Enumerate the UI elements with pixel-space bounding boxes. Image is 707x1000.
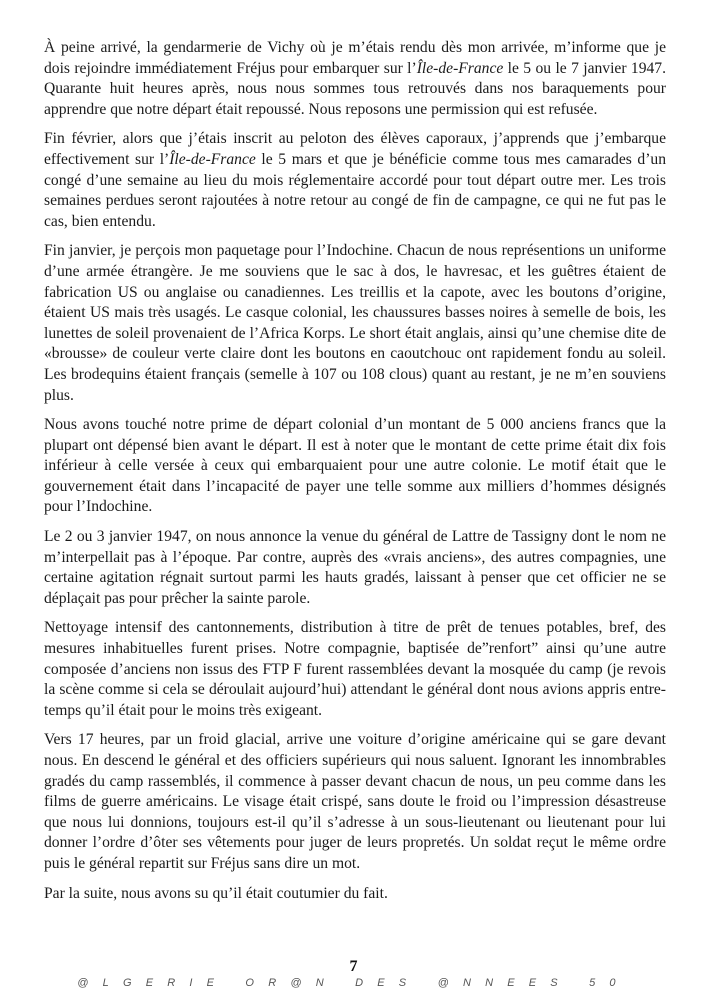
- running-footer-title: @LGERIE OR@N DES @NNEES 50: [77, 977, 630, 989]
- paragraph-text: Fin février, alors que j’étais inscrit au peloton des élèves caporaux, j’apprends que j’embarque effectivement sur l’: [44, 130, 666, 168]
- paragraph-text: À peine arrivé, la gendarmerie de Vichy où je m’étais rendu dès mon arrivée, m’informe que je dois rejoindre immédiatement Fréjus pour embarquer sur l’: [44, 39, 666, 77]
- ship-name: Île-de-France: [169, 150, 256, 168]
- paragraph-text: le 5 mars et que je bénéficie comme tous mes camarades d’un congé d’une semaine au lieu du mois réglementaire accordé pour tout départ outre mer. Les trois semaines perdues seront rajoutées à notre retour au congé de fin de campagne, ce qui ne fut pas le cas, bien entendu.: [44, 150, 666, 230]
- paragraph: [44, 241, 666, 406]
- paragraph: [44, 730, 666, 874]
- document-body: [44, 38, 666, 913]
- paragraph-text: le 5 ou le 7 janvier 1947. Quarante huit heures après, nous nous sommes tous retrouvés dans nos baraquements pour apprendre que notre départ était repoussé. Nous reposons une permission qui est refusée.: [44, 59, 666, 118]
- paragraph: [44, 415, 666, 518]
- ship-name: Île-de-France: [416, 59, 504, 77]
- paragraph-text: Fin janvier, je perçois mon paquetage pour l’Indochine. Chacun de nous représentions un uniforme d’une armée étrangère. Je me souviens que le sac à dos, le havresac, et les guêtres étaient de fabrication US ou anglaise ou canadiennes. Les treillis et la capote, avec les boutons d’origine, étaient US mais très usagés. Le casque colonial, les chaussures basses noires à semelle de bois, les lunettes de soleil provenaient de l’Africa Korps. Le short était anglais, ainsi qu’une chemise dite de «brousse» de couleur verte claire dont les boutons en caoutchouc ont rapidement fondu au soleil. Les brodequins étaient français (semelle à 107 ou 108 clous) quant au restant, je ne m’en souviens plus.: [44, 242, 666, 404]
- paragraph-text: Par la suite, nous avons su qu’il était coutumier du fait.: [44, 884, 388, 902]
- paragraph: [44, 527, 666, 609]
- page-number: 7: [349, 958, 358, 975]
- paragraph-text: Nous avons touché notre prime de départ colonial d’un montant de 5 000 anciens francs que la plupart ont dépensé bien avant le départ. Il est à noter que le montant de cette prime était dix fois inférieur à celle versée à ceux qui embarquaient pour une autre colonie. Le motif était que le gouvernement était dans l’incapacité de payer une telle somme aux milliers d’hommes désignés pour l’Indochine.: [44, 416, 666, 516]
- paragraph: [44, 38, 666, 120]
- paragraph: [44, 884, 666, 905]
- paragraph-text: Le 2 ou 3 janvier 1947, on nous annonce la venue du général de Lattre de Tassigny dont le nom ne m’interpellait pas à l’époque. Par contre, auprès des «vrais anciens», des autres compagnies, une certaine agitation régnait surtout parmi les hauts gradés, laissant à penser que cet officier ne se déplaçait pas pour prêcher la sainte parole.: [44, 528, 666, 607]
- paragraph: [44, 129, 666, 232]
- paragraph: [44, 618, 666, 721]
- paragraph-text: Nettoyage intensif des cantonnements, distribution à titre de prêt de tenues potables, bref, des mesures inhabituelles furent prises. Notre compagnie, baptisée de”renfort” ainsi qu’une autre composée d’anciens non issus des FTP F furent rassemblées devant la mosquée du camp (je revois la scène comme si cela se déroulait aujourd’hui) attendant le général dont nous avions appris entre-temps qu’il était pour le moins très exigeant.: [44, 619, 666, 719]
- paragraph-text: Vers 17 heures, par un froid glacial, arrive une voiture d’origine américaine qui se gare devant nous. En descend le général et des officiers supérieurs qui nous saluent. Ignorant les innombrables gradés du camp rassemblés, il commence à passer devant chacun de nous, un peu comme dans les films de guerre américains. Le visage était crispé, sans doute le froid ou l’impression désastreuse que nous lui donnions, toujours est-il qu’il s’adresse à un sous-lieutenant ou lieutenant pour lui donner l’ordre d’ôter ses vêtements pour juger de leurs propretés. Un soldat reçut le même ordre puis le général repartit sur Fréjus sans dire un mot.: [44, 731, 666, 872]
